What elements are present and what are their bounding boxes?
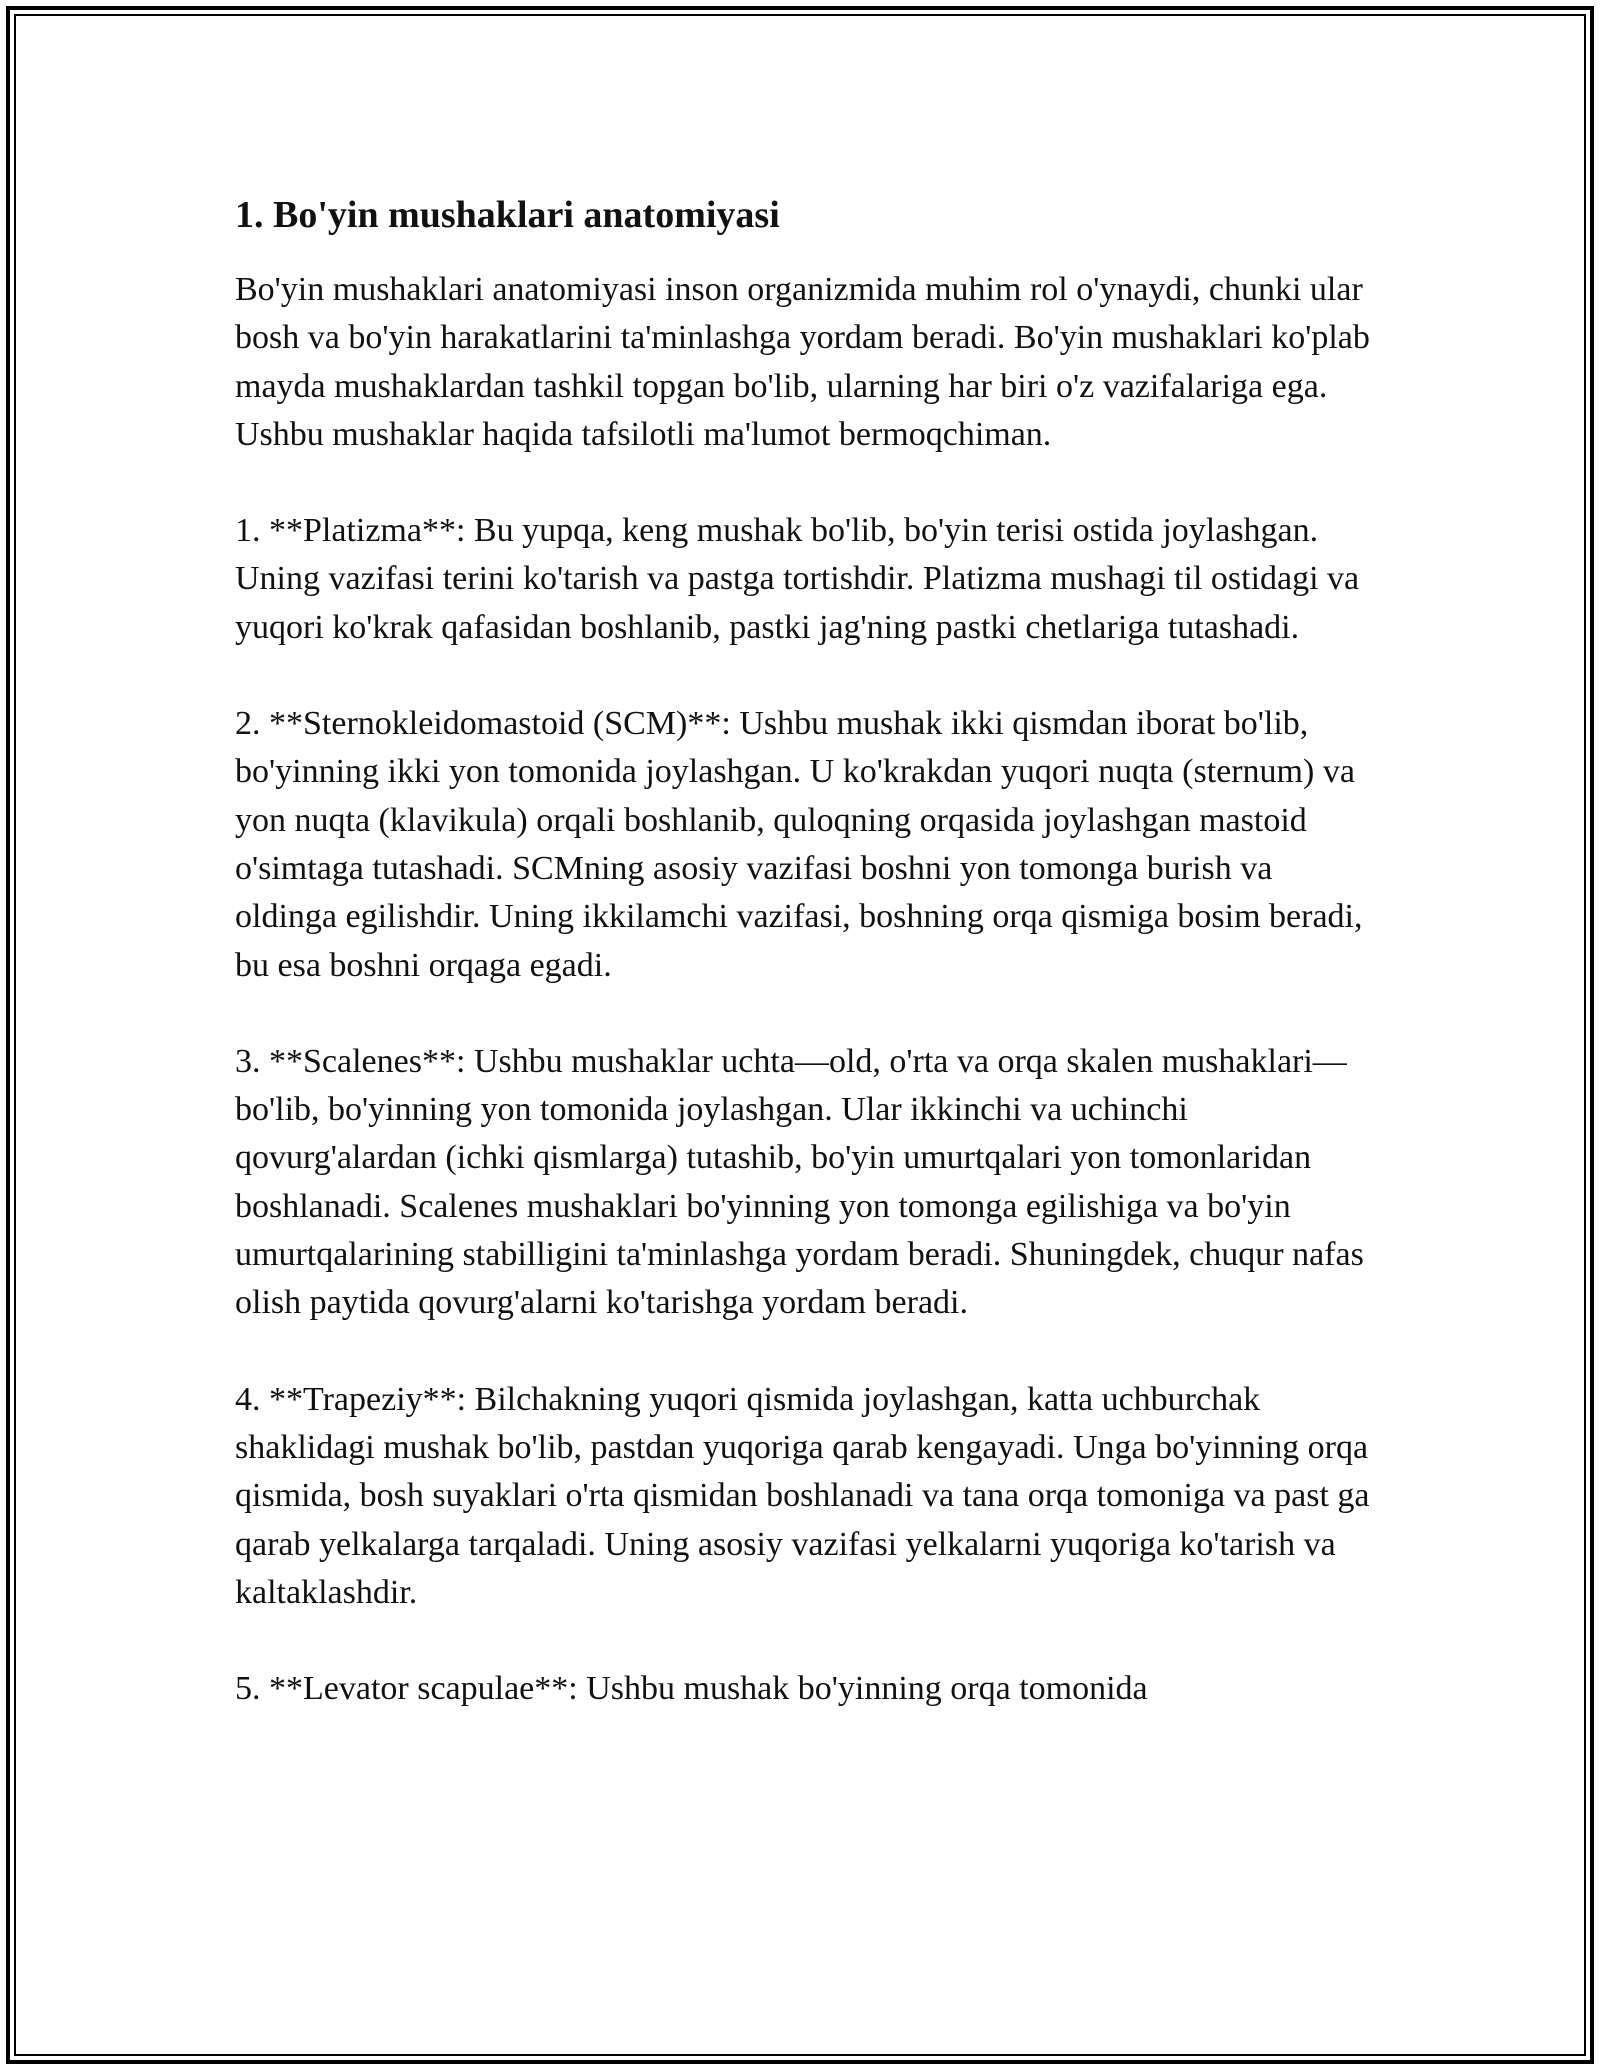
paragraph-trapeziy: 4. **Trapeziy**: Bilchakning yuqori qismida joylashgan, katta uchburchak shaklidagi mushak bo'lib, pastdan yuqoriga qarab kengayadi. Unga bo'yinning orqa qismida, bosh suyaklari o'rta qismidan boshlanadi va tana orqa tomoniga va past ga qarab yelkalarga tarqaladi. Uning asosiy vazifasi yelkalarni yuqoriga ko'tarish va kaltaklashdir. — [235, 1380, 1370, 1611]
document-title: 1. Bo'yin mushaklari anatomiyasi — [235, 194, 780, 236]
paragraph-platizma: 1. **Platizma**: Bu yupqa, keng mushak bo'lib, bo'yin terisi ostida joylashgan. Uning vazifasi terini ko'tarish va pastga tortishdir. Platizma mushagi til ostidagi va yuqori ko'krak qafasidan boshlanib, pastki jag'ning pastki chetlariga tutashadi. — [235, 512, 1360, 646]
paragraph-levator-scapulae: 5. **Levator scapulae**: Ushbu mushak bo'yinning orqa tomonida — [235, 1670, 1148, 1708]
paragraph-sternokleidomastoid: 2. **Sternokleidomastoid (SCM)**: Ushbu mushak ikki qismdan iborat bo'lib, bo'yinning ikki yon tomonida joylashgan. U ko'krakdan yuqori nuqta (sternum) va yon nuqta (klavikula) orqali boshlanib, quloqning orqasida joylashgan mastoid o'simtaga tutashadi. SCMning asosiy vazifasi boshni yon tomonga burish va oldinga egilishdir. Uning ikkilamchi vazifasi, boshning orqa qismiga bosim beradi, bu esa boshni orqaga egadi. — [235, 705, 1363, 984]
document-body — [235, 190, 1375, 1761]
paragraph-intro: Bo'yin mushaklari anatomiyasi inson organizmida muhim rol o'ynaydi, chunki ular bosh va bo'yin harakatlarini ta'minlashga yordam beradi. Bo'yin mushaklari ko'plab mayda mushaklardan tashkil topgan bo'lib, ularning har biri o'z vazifalariga ega. Ushbu mushaklar haqida tafsilotli ma'lumot bermoqchiman. — [235, 271, 1370, 453]
paragraph-scalenes: 3. **Scalenes**: Ushbu mushaklar uchta—old, o'rta va orqa skalen mushaklari—bo'lib, bo'yinning yon tomonida joylashgan. Ular ikkinchi va uchinchi qovurg'alardan (ichki qismlarga) tutashib, bo'yin umurtqalari yon tomonlaridan boshlanadi. Scalenes mushaklari bo'yinning yon tomonga egilishiga va bo'yin umurtqalarining stabilligini ta'minlashga yordam beradi. Shuningdek, chuqur nafas olish paytida qovurg'alarni ko'tarishga yordam beradi. — [235, 1042, 1364, 1322]
